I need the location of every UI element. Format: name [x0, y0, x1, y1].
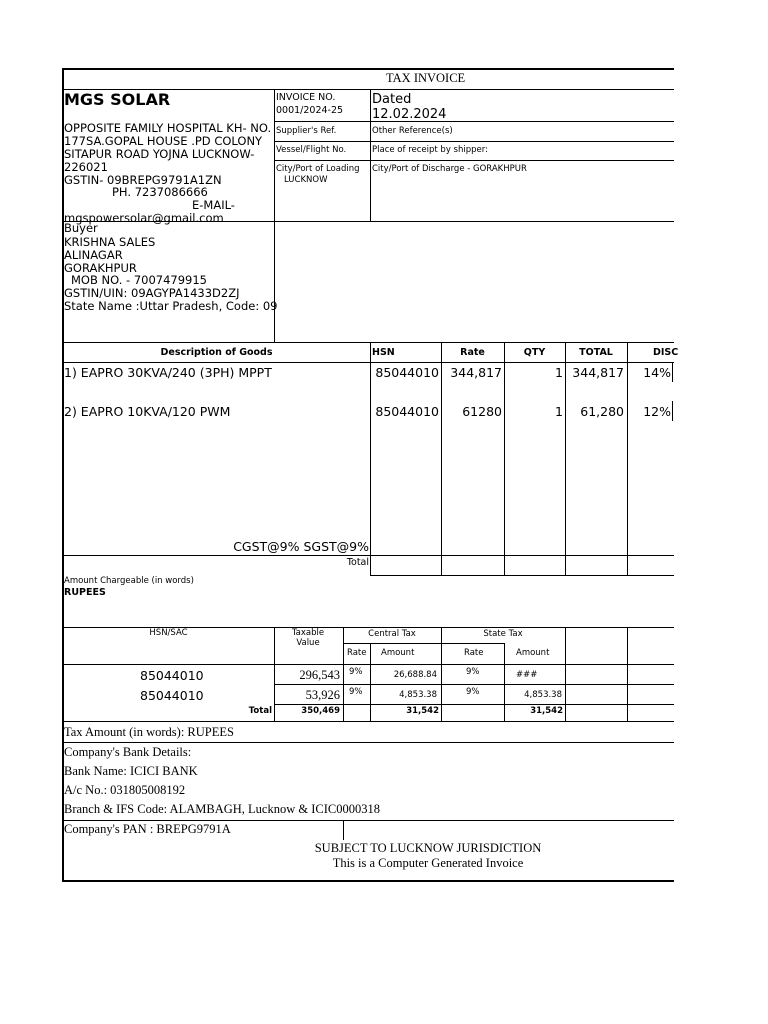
tax-row-state-amount: 4,853.38: [524, 690, 562, 700]
divider: [343, 627, 344, 721]
tax-amount-words: Tax Amount (in words): RUPEES: [64, 725, 234, 739]
divider: [63, 664, 674, 665]
vessel-label: Vessel/Flight No.: [276, 145, 347, 155]
amount-words-value: RUPEES: [64, 587, 106, 598]
bottom-border: [62, 880, 674, 882]
tax-header-state-amount: Amount: [516, 648, 550, 658]
buyer-gstin: GSTIN/UIN: 09AGYPA1433D2ZJ: [64, 286, 240, 300]
buyer-city: GORAKHPUR: [64, 261, 137, 275]
goods-item-qty: 1: [555, 365, 563, 380]
divider: [672, 401, 673, 421]
goods-total-label: Total: [346, 557, 369, 568]
invoice-no-label: INVOICE NO.: [276, 92, 336, 103]
divider: [274, 704, 674, 705]
goods-item-qty: 1: [555, 404, 563, 419]
divider: [370, 575, 674, 576]
tax-row-central-rate: 9%: [349, 667, 363, 677]
other-ref-label: Other Reference(s): [372, 126, 453, 136]
tax-row-state-rate: 9%: [466, 687, 480, 697]
tax-total-label: Total: [248, 706, 272, 716]
divider: [274, 160, 674, 161]
divider: [63, 820, 674, 821]
goods-item-rate: 61280: [462, 404, 502, 419]
tax-row-hsn: 85044010: [140, 688, 204, 703]
tax-header-state-rate: Rate: [464, 648, 484, 658]
goods-header-description: Description of Goods: [160, 347, 273, 358]
goods-item-total: 61,280: [580, 404, 624, 419]
tax-row-central-amount: 4,853.38: [399, 690, 437, 700]
divider: [274, 121, 674, 122]
goods-item-description: 2) EAPRO 10KVA/120 PWM: [64, 404, 231, 419]
goods-item-hsn: 85044010: [375, 404, 439, 419]
company-pan: Company's PAN : BREPG9791A: [64, 822, 231, 836]
divider: [627, 627, 628, 721]
seller-address-line: 177SA.GOPAL HOUSE .PD COLONY: [64, 134, 263, 148]
divider: [343, 643, 504, 644]
buyer-mobile: MOB NO. - 7007479915: [71, 273, 207, 287]
tax-header-central-rate: Rate: [347, 648, 367, 658]
jurisdiction: SUBJECT TO LUCKNOW JURISDICTION: [314, 841, 542, 855]
goods-item-disc: 14%: [643, 365, 671, 380]
invoice-no: 0001/2024-25: [276, 105, 344, 116]
seller-email-label: E-MAIL-: [192, 198, 235, 212]
seller-gstin: GSTIN- 09BREPG9791A1ZN: [64, 173, 222, 187]
seller-name: MGS SOLAR: [64, 90, 171, 109]
amount-words-label: Amount Chargeable (in words): [64, 576, 194, 586]
divider: [63, 742, 674, 743]
tax-row-hsn: 85044010: [140, 668, 204, 683]
buyer-name: KRISHNA SALES: [64, 235, 156, 249]
goods-header-disc: DISC: [653, 347, 679, 358]
dated-value: 12.02.2024: [372, 107, 447, 122]
divider: [565, 627, 566, 721]
tax-total-taxable: 350,469: [301, 706, 340, 716]
divider: [441, 627, 442, 721]
buyer-label: Buyer: [64, 221, 98, 235]
place-receipt-label: Place of receipt by shipper:: [372, 145, 488, 155]
divider: [63, 721, 674, 722]
tax-header-central: Central Tax: [368, 629, 416, 639]
tax-total-state: 31,542: [530, 706, 563, 716]
divider: [274, 141, 674, 142]
goods-header-qty: QTY: [523, 347, 546, 358]
tax-header-state: State Tax: [483, 629, 523, 639]
goods-item-total: 344,817: [572, 365, 624, 380]
branch-ifs: Branch & IFS Code: ALAMBAGH, Lucknow & ICIC0000318: [64, 802, 380, 816]
bank-name: Bank Name: ICICI BANK: [64, 764, 198, 778]
tax-header-taxable: Taxable Value: [291, 628, 325, 648]
buyer-state: State Name :Uttar Pradesh, Code: 09: [64, 299, 278, 313]
discharge-label: City/Port of Discharge - GORAKHPUR: [372, 164, 527, 174]
computer-generated-note: This is a Computer Generated Invoice: [332, 856, 524, 870]
loading-label: City/Port of Loading: [276, 164, 360, 174]
seller-address-line: OPPOSITE FAMILY HOSPITAL KH- NO.: [64, 121, 272, 135]
seller-address-line: 226021: [64, 160, 108, 174]
seller-phone: PH. 7237086666: [112, 185, 208, 199]
goods-item-rate: 344,817: [450, 365, 502, 380]
tax-row-taxable: 296,543: [299, 668, 340, 682]
account-number: A/c No.: 031805008192: [64, 783, 186, 797]
divider: [672, 362, 673, 382]
bank-details-label: Company's Bank Details:: [64, 745, 192, 759]
divider: [370, 89, 371, 221]
tax-header-central-amount: Amount: [381, 648, 415, 658]
invoice-title: TAX INVOICE: [386, 71, 466, 85]
divider: [274, 684, 674, 685]
tax-row-state-rate: 9%: [466, 667, 480, 677]
goods-header-hsn: HSN: [372, 347, 395, 358]
tax-row-central-rate: 9%: [349, 687, 363, 697]
tax-note: CGST@9% SGST@9%: [233, 539, 369, 554]
goods-item-disc: 12%: [643, 404, 671, 419]
supplier-ref-label: Supplier's Ref.: [276, 126, 337, 136]
seller-address-line: SITAPUR ROAD YOJNA LUCKNOW-: [64, 147, 255, 161]
tax-header-hsn: HSN/SAC: [149, 628, 188, 638]
tax-row-taxable: 53,926: [305, 688, 340, 702]
tax-row-state-amount: ###: [516, 670, 538, 680]
buyer-area: ALINAGAR: [64, 248, 123, 262]
tax-row-central-amount: 26,688.84: [393, 670, 437, 680]
dated-label: Dated: [372, 92, 412, 107]
tax-total-central: 31,542: [406, 706, 439, 716]
divider: [63, 555, 674, 556]
loading-value: LUCKNOW: [284, 175, 328, 185]
goods-header-total: TOTAL: [579, 347, 613, 358]
goods-header-rate: Rate: [460, 347, 485, 358]
seller-email: mgspowersolar@gmail.com: [64, 211, 224, 225]
goods-item-description: 1) EAPRO 30KVA/240 (3PH) MPPT: [64, 365, 272, 380]
divider: [343, 820, 344, 840]
divider: [63, 342, 674, 343]
goods-item-hsn: 85044010: [375, 365, 439, 380]
divider: [63, 362, 674, 363]
top-border: [62, 68, 674, 70]
